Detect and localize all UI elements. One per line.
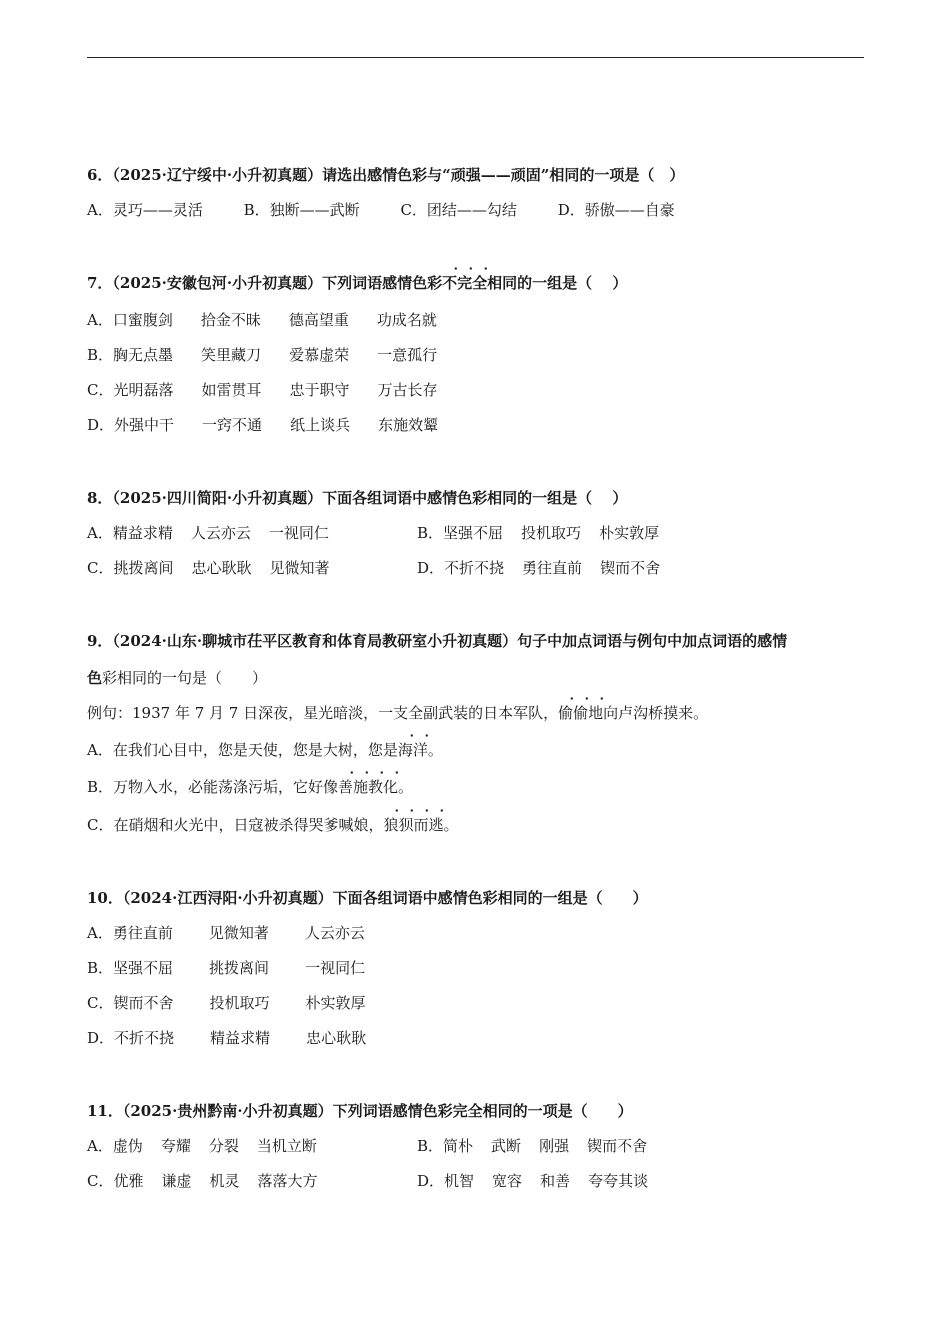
question-8-stem: 8．（2025·四川简阳·小升初真题）下面各组词语中感情色彩相同的一组是（ ）	[87, 489, 628, 507]
question-10-option-d: D．不折不挠 精益求精 忠心耿耿	[87, 1029, 367, 1047]
question-6-options	[87, 200, 675, 220]
question-7-option-d: D．外强中干 一窍不通 纸上谈兵 东施效颦	[87, 416, 439, 434]
option: D．骄傲——自豪	[557, 201, 675, 219]
question-10-option-a: A．勇往直前 见微知著 人云亦云	[87, 924, 365, 942]
question-11-option-b: B．简朴 武断 刚强 锲而不舍	[417, 1137, 648, 1155]
question-9-option-c: C．在硝烟和火光中，日寇被杀得哭爹喊娘，狼狈而逃。	[87, 816, 459, 834]
question-9-option-b: B．万物入水，必能荡涤污垢，它好像善施教化。	[87, 778, 414, 796]
question-10-stem: 10．（2024·江西浔阳·小升初真题）下面各组词语中感情色彩相同的一组是（ ）	[87, 889, 648, 907]
question-7-option-b: B．胸无点墨 笑里藏刀 爱慕虚荣 一意孤行	[87, 346, 438, 364]
emphasis-dotted: 海洋	[397, 741, 428, 759]
question-10-option-c: C．锲而不舍 投机取巧 朴实敦厚	[87, 994, 366, 1012]
question-9-stem-cont: 色彩相同的一句是（ ）	[87, 669, 268, 687]
question-8-option-d: D．不折不挠 勇往直前 锲而不舍	[417, 559, 661, 577]
question-8-option-c: C．挑拨离间 忠心耿耿 见微知著 D．不折不挠 勇往直前 锲而不舍	[87, 559, 661, 577]
emphasis-dotted: 偷偷地	[558, 704, 604, 722]
option: B．独断——武断	[243, 201, 360, 219]
emphasis-dotted: 狼狈而逃	[383, 816, 444, 834]
question-9-stem: 9．（2024·山东·聊城市茌平区教育和体育局教研室小升初真题）句子中加点词语与例句中加点词语的感情	[87, 632, 788, 650]
question-11-option-c: C．优雅 谦虚 机灵 落落大方 D．机智 宽容 和善 夸夸其谈	[87, 1172, 649, 1190]
question-10-option-b: B．坚强不屈 挑拨离间 一视同仁	[87, 959, 366, 977]
question-6-stem: 6．（2025·辽宁绥中·小升初真题）请选出感情色彩与“顽强——顽固”相同的一项是（ ）	[87, 166, 685, 184]
option: C．团结——勾结	[400, 201, 517, 219]
question-11-stem: 11．（2025·贵州黔南·小升初真题）下列词语感情色彩完全相同的一项是（ ）	[87, 1102, 633, 1120]
question-8-option-a: A．精益求精 人云亦云 一视同仁 B．坚强不屈 投机取巧 朴实敦厚	[87, 524, 660, 542]
question-11-option-a: A．虚伪 夸耀 分裂 当机立断 B．简朴 武断 刚强 锲而不舍	[87, 1137, 648, 1155]
question-7-option-c: C．光明磊落 如雷贯耳 忠于职守 万古长存	[87, 381, 438, 399]
question-11-option-d: D．机智 宽容 和善 夸夸其谈	[417, 1172, 649, 1190]
emphasis-dotted: 不完全	[442, 274, 488, 292]
question-9-example: 例句：1937 年 7 月 7 日深夜，星光暗淡，一支全副武装的日本军队，偷偷地向卢沟桥摸来。	[87, 704, 709, 722]
option: A．灵巧——灵活	[87, 201, 203, 219]
header-rule	[87, 57, 864, 58]
question-7-stem: 7．（2025·安徽包河·小升初真题）下列词语感情色彩不完全相同的一组是（ ）	[87, 274, 628, 292]
question-7-option-a: A．口蜜腹剑 拾金不昧 德高望重 功成名就	[87, 311, 437, 329]
question-9-option-a: A．在我们心目中，您是天使，您是大树，您是海洋。	[87, 741, 443, 759]
question-8-option-b: B．坚强不屈 投机取巧 朴实敦厚	[417, 524, 660, 542]
emphasis-dotted: 善施教化	[338, 778, 399, 796]
